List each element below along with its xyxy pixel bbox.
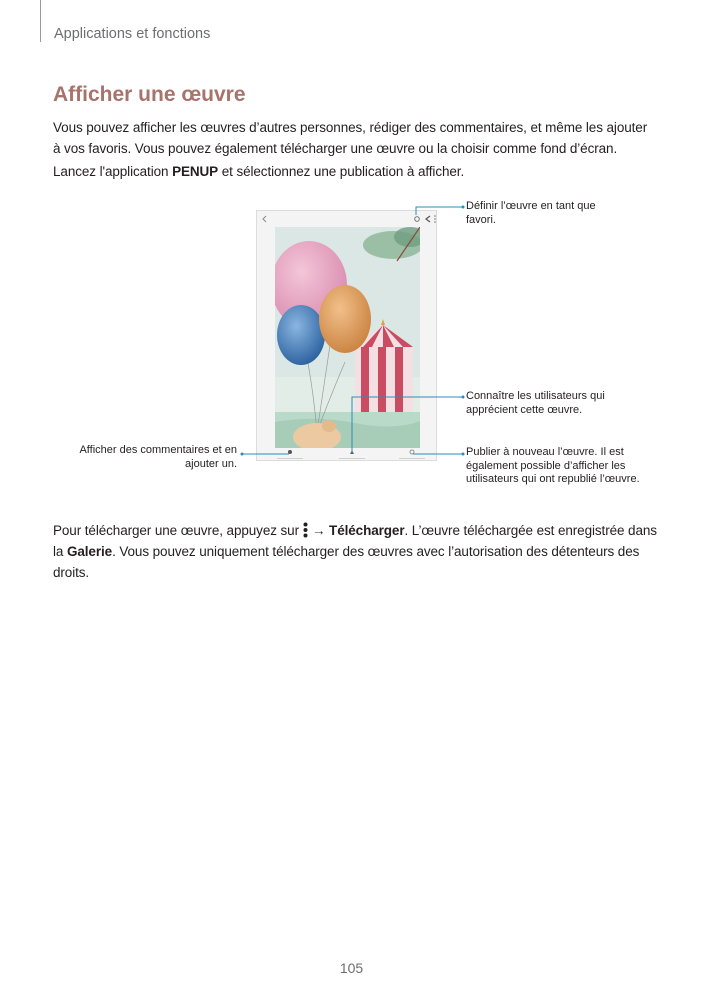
download-prefix: Pour télécharger une œuvre, appuyez sur xyxy=(53,523,299,538)
page-number: 105 xyxy=(339,960,364,976)
page-title: Afficher une œuvre xyxy=(53,83,246,106)
callout-favorite: Définir l’œuvre en tant que favori. xyxy=(466,200,596,226)
callout-comments: Afficher des commentaires et en ajouter un. xyxy=(79,444,237,470)
section-header: Applications et fonctions xyxy=(54,26,211,42)
more-options-icon xyxy=(303,522,308,538)
gallery-name: Galerie xyxy=(66,544,113,559)
launch-suffix: et sélectionnez une publication à afficher. xyxy=(218,164,465,179)
arrow-symbol: → xyxy=(311,523,326,538)
favorite-leader xyxy=(416,207,463,215)
app-name: PENUP xyxy=(172,164,219,179)
intro-paragraph: Vous pouvez afficher les œuvres d’autres personnes, rédiger des commentaires, et même les ajouter à vos favoris. Vous pouvez également télécharger une œuvre ou la choisir comme fond d’écran. xyxy=(53,120,648,156)
callout-repost: Publier à nouveau l’œuvre. Il est également possible d’afficher les utilisateurs qui ont republié l’œuvre. xyxy=(466,446,640,485)
download-middle: . L’œuvre téléchargée est enregistrée dans la xyxy=(53,523,657,559)
launch-prefix: Lancez l'application xyxy=(53,164,173,179)
download-suffix: . Vous pouvez uniquement télécharger des œuvres avec l’autorisation des détenteurs des droits. xyxy=(53,544,640,580)
download-action: Télécharger xyxy=(329,523,405,538)
callout-likers: Connaître les utilisateurs qui apprécient cette œuvre. xyxy=(466,390,605,416)
likers-leader xyxy=(352,397,463,452)
download-paragraph xyxy=(53,520,658,583)
